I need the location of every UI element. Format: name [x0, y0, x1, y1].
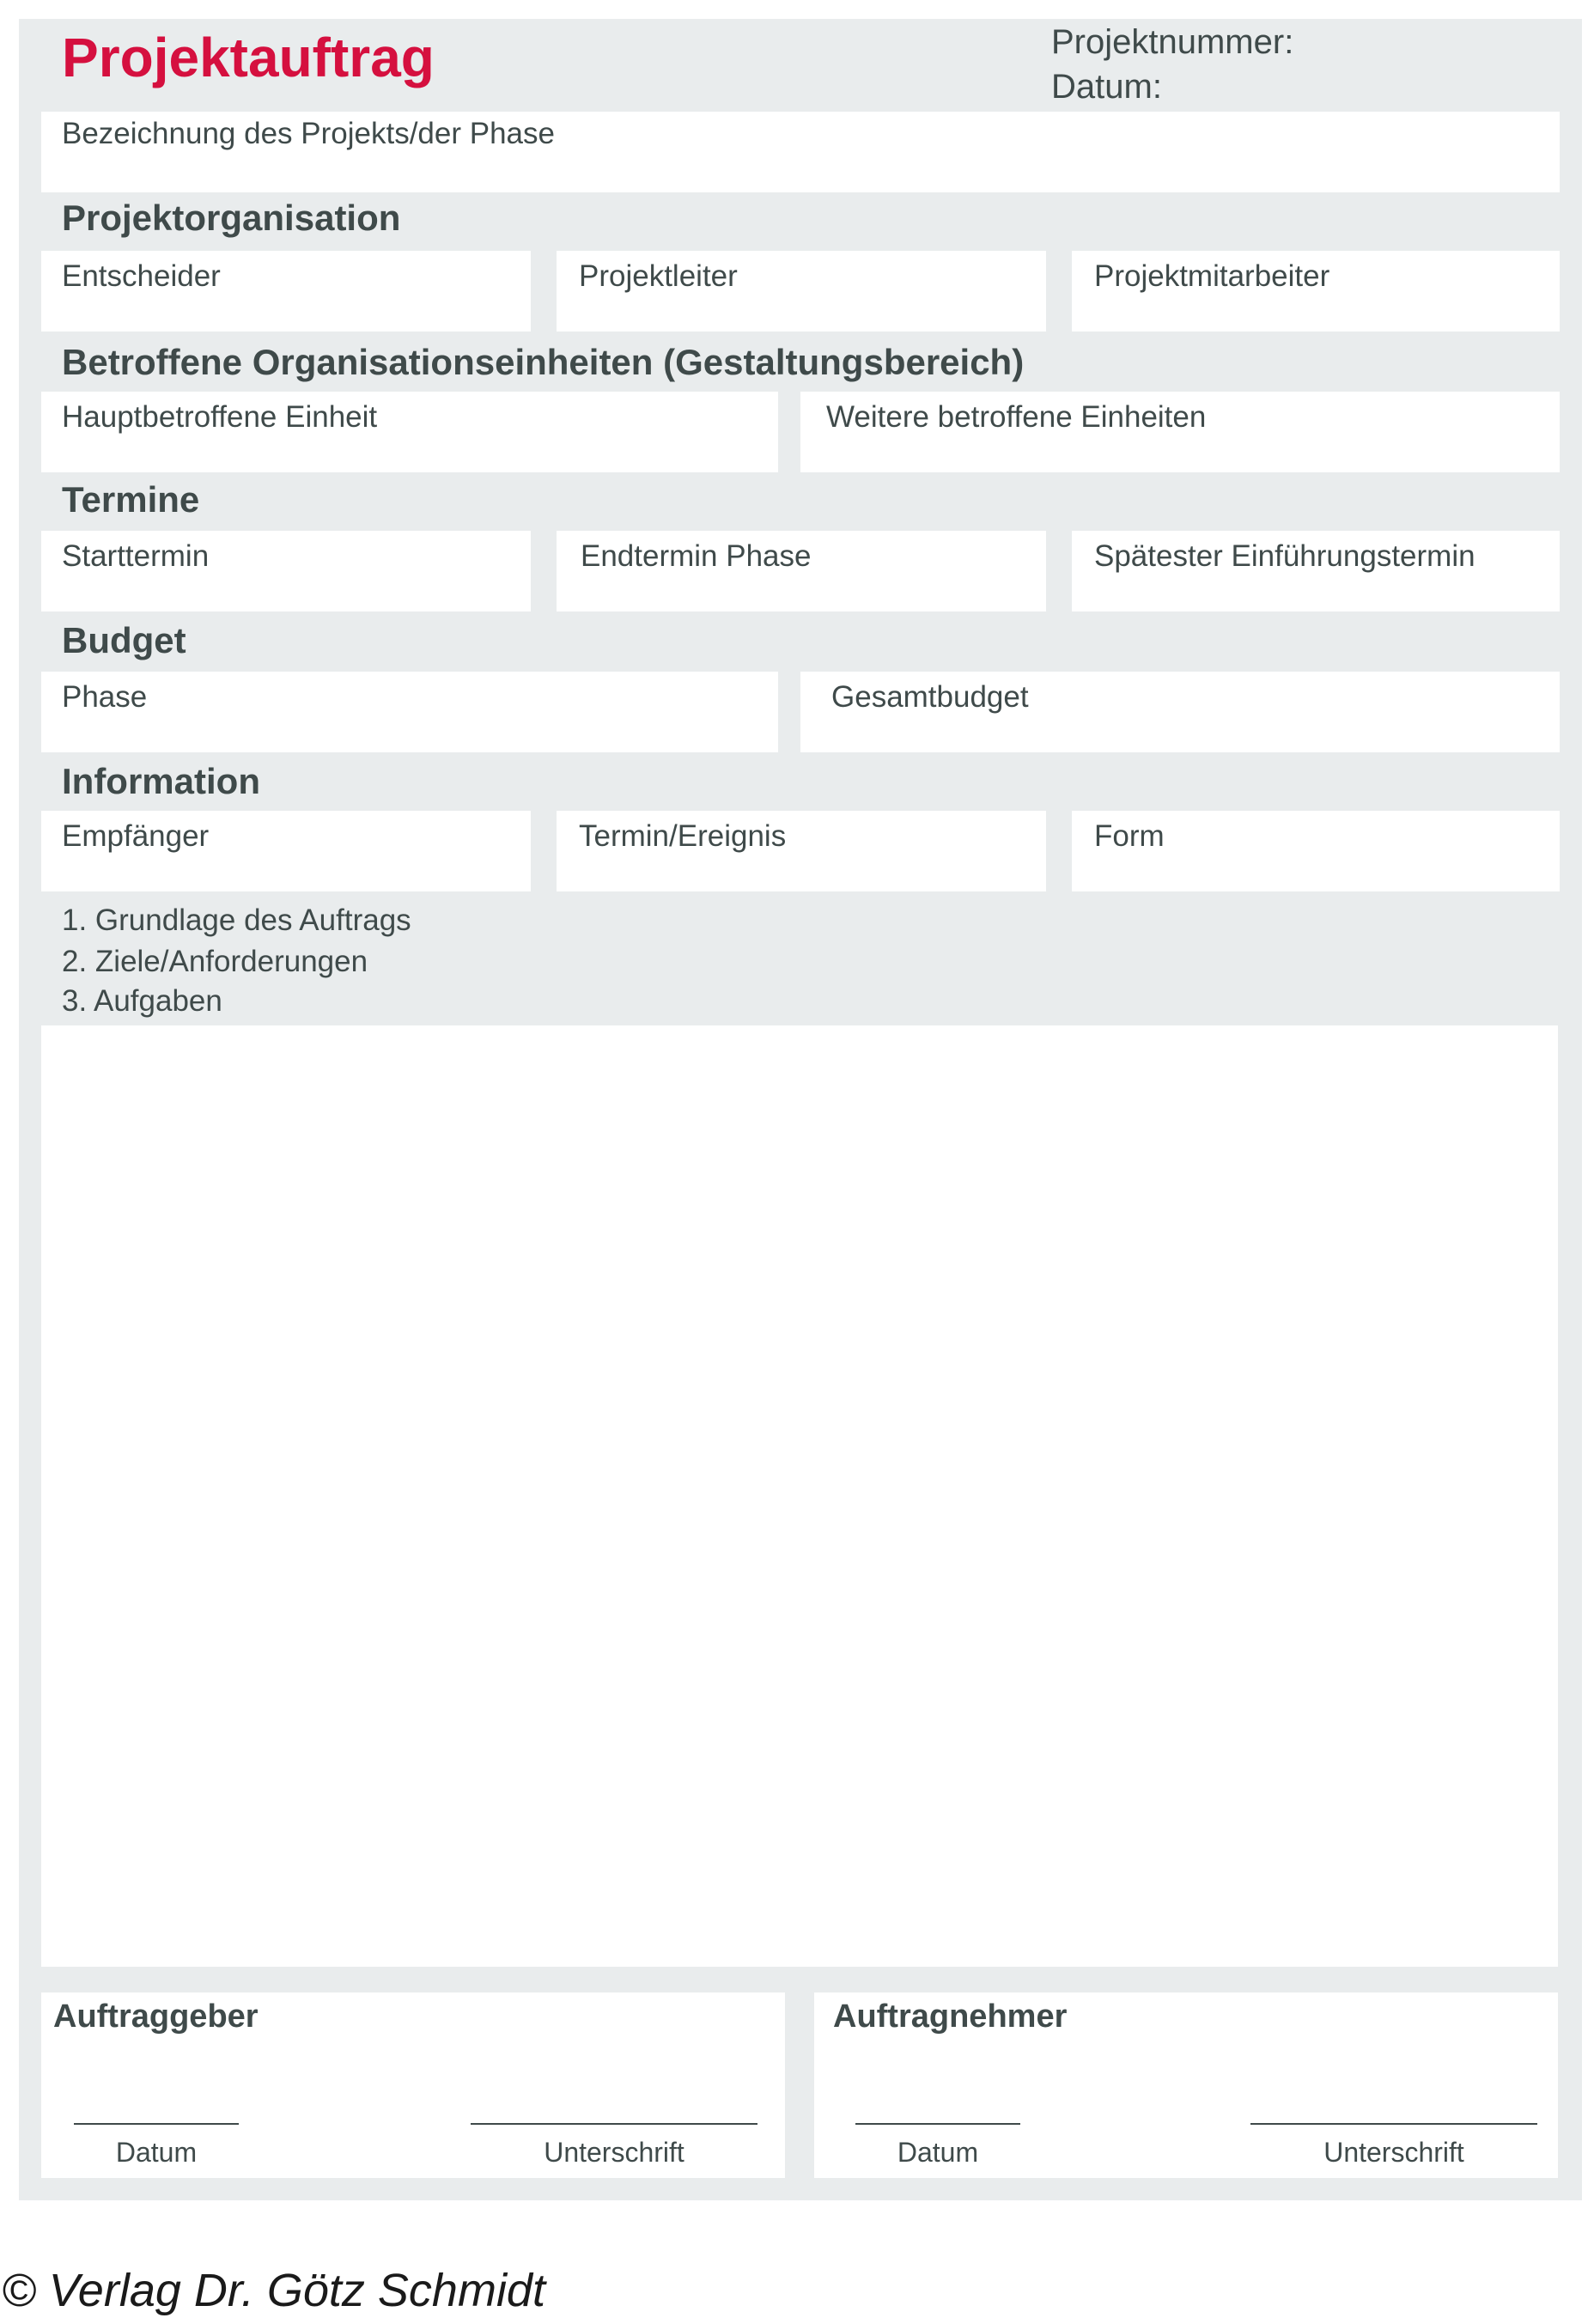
project-lead-label: Projektleiter	[579, 259, 738, 293]
copyright-notice: © Verlag Dr. Götz Schmidt	[2, 2265, 545, 2316]
section-heading-organisation: Projektorganisation	[62, 198, 401, 238]
other-units-label: Weitere betroffene Einheiten	[826, 400, 1207, 434]
contractor-signature-line[interactable]	[1250, 2123, 1537, 2125]
recipient-label: Empfänger	[62, 819, 210, 853]
decider-label: Entscheider	[62, 259, 221, 293]
contractor-title: Auftragnehmer	[833, 1999, 1068, 2035]
order-details-textarea[interactable]	[41, 1025, 1558, 1967]
client-date-label: Datum	[115, 2137, 198, 2168]
total-budget-label: Gesamtbudget	[831, 680, 1029, 714]
form-title: Projektauftrag	[62, 27, 435, 88]
project-staff-label: Projektmitarbeiter	[1094, 259, 1330, 293]
contractor-date-label: Datum	[897, 2137, 979, 2168]
order-item-goals: 2. Ziele/Anforderungen	[62, 945, 368, 978]
project-number-label: Projektnummer:	[1051, 23, 1294, 61]
section-heading-schedule: Termine	[62, 479, 200, 520]
phase-end-date-label: Endtermin Phase	[581, 539, 812, 573]
event-date-label: Termin/Ereignis	[579, 819, 787, 853]
client-signature-label: Unterschrift	[544, 2137, 684, 2168]
form-type-label: Form	[1094, 819, 1165, 853]
section-heading-information: Information	[62, 761, 260, 801]
client-title: Auftraggeber	[53, 1999, 259, 2035]
date-label: Datum:	[1051, 68, 1162, 106]
client-date-line[interactable]	[74, 2123, 239, 2125]
order-item-tasks: 3. Aufgaben	[62, 984, 222, 1018]
latest-launch-date-label: Spätester Einführungstermin	[1094, 539, 1475, 573]
contractor-signature-label: Unterschrift	[1323, 2137, 1464, 2168]
start-date-label: Starttermin	[62, 539, 210, 573]
section-heading-budget: Budget	[62, 620, 186, 660]
contractor-date-line[interactable]	[855, 2123, 1020, 2125]
main-unit-label: Hauptbetroffene Einheit	[62, 400, 378, 434]
client-signature-line[interactable]	[471, 2123, 757, 2125]
phase-budget-label: Phase	[62, 680, 148, 714]
project-name-label: Bezeichnung des Projekts/der Phase	[62, 117, 555, 150]
section-heading-units: Betroffene Organisationseinheiten (Gestaltungsbereich)	[62, 342, 1025, 382]
phase-budget-field[interactable]	[41, 672, 778, 752]
order-item-basis: 1. Grundlage des Auftrags	[62, 903, 411, 937]
